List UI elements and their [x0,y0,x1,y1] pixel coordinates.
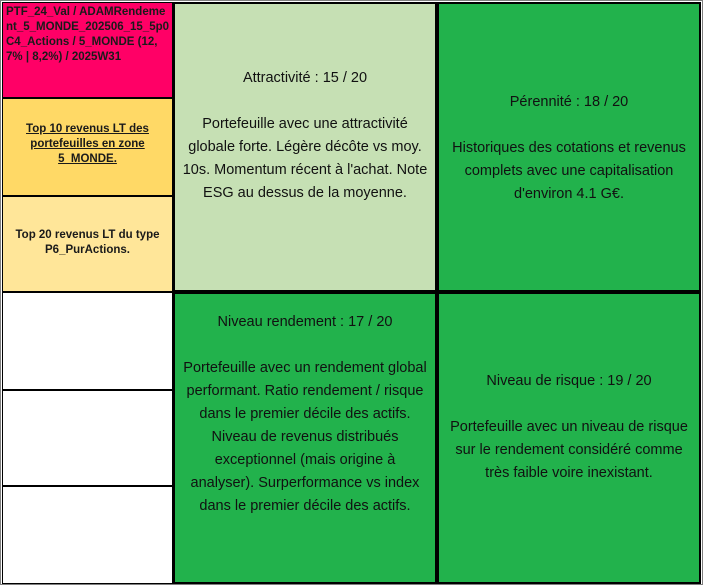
attractivite-title: Attractivité : 15 / 20 [242,70,368,86]
empty-cell-1[interactable] [2,292,173,390]
perennite-score-cell[interactable] [437,2,701,292]
top20-revenue-text: Top 20 revenus LT du type P6_PurActions. [15,229,160,256]
risque-title: Niveau de risque : 19 / 20 [486,373,652,389]
risque-description: Portefeuille avec un niveau de risque sur le rendement considéré comme très faible voire inexistant. [450,419,688,481]
rendement-description: Portefeuille avec un rendement global performant. Ratio rendement / risque dans le premier décile des actifs. Niveau de revenus distribués exceptionnel (mais origine à analyser). Surperformance vs index dans le premier décile des actifs. [183,360,427,514]
rendement-title: Niveau rendement : 17 / 20 [217,314,393,330]
top10-revenue-link[interactable]: Top 10 revenus LT des portefeuilles en zone 5_MONDE. [26,123,149,165]
portfolio-label-cell[interactable] [2,2,173,98]
empty-cell-3[interactable] [2,486,173,584]
top10-revenue-cell[interactable] [2,98,173,196]
empty-cell-2[interactable] [2,390,173,486]
perennite-title: Pérennité : 18 / 20 [509,94,629,110]
top20-revenue-cell[interactable] [2,196,173,292]
attractivite-score-cell[interactable] [173,2,437,292]
risque-score-cell[interactable] [437,292,701,584]
rendement-score-cell[interactable] [173,292,437,584]
perennite-description: Historiques des cotations et revenus complets avec une capitalisation d'environ 4.1 G€. [452,140,686,202]
attractivite-description: Portefeuille avec une attractivité globale forte. Légère décôte vs moy. 10s. Momentum récent à l'achat. Note ESG au dessus de la moyenne. [182,116,428,201]
portfolio-label: PTF_24_Val / ADAMRendement_5_MONDE_202506_15_5p0 C4_Actions / 5_MONDE (12,7% | 8,2%) / 2025W31 [6,6,170,63]
